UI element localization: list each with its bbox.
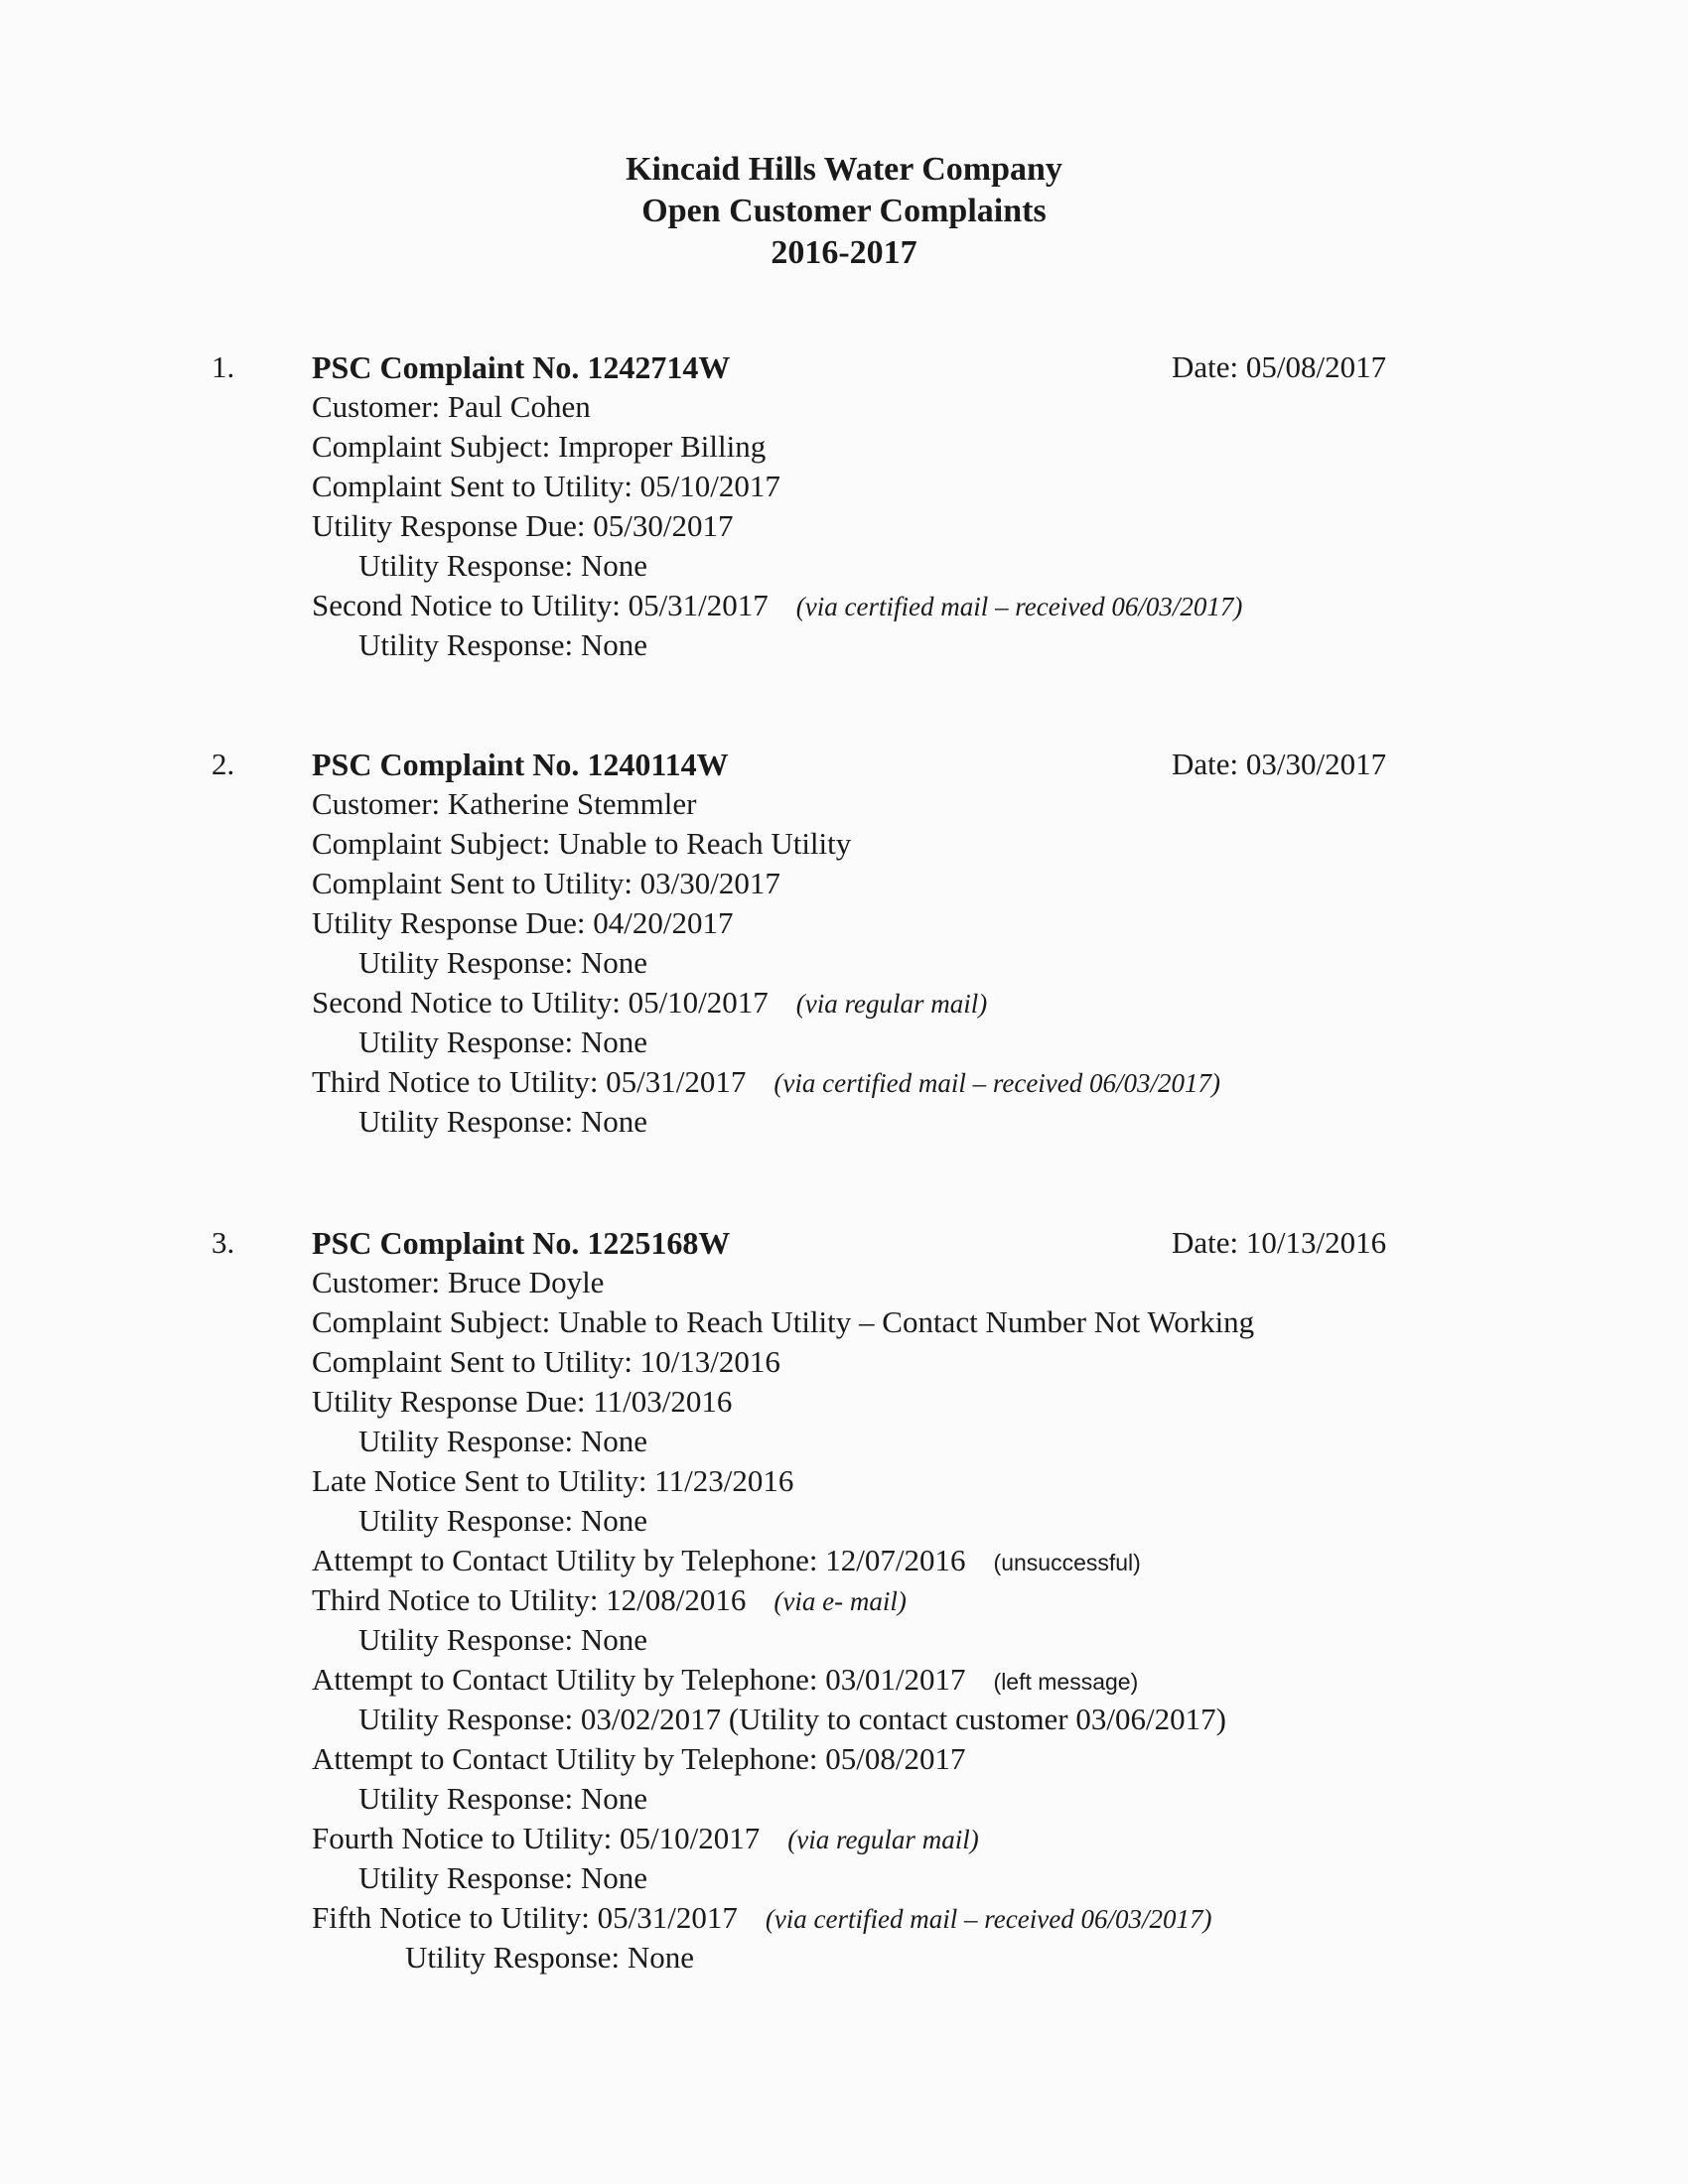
detail-line bbox=[312, 387, 1242, 427]
detail-line bbox=[312, 586, 1242, 625]
complaint-number: 2. bbox=[211, 747, 235, 781]
complaint-title: PSC Complaint No. 1225168W bbox=[312, 1225, 731, 1261]
complaint-date: Date: 10/13/2016 bbox=[1172, 1225, 1387, 1260]
detail-line bbox=[312, 1023, 1220, 1062]
complaint-details bbox=[312, 1263, 1254, 1978]
detail-text: Attempt to Contact Utility by Telephone: 03/01/2017 bbox=[312, 1662, 966, 1697]
detail-line bbox=[312, 1620, 1254, 1660]
detail-text: Attempt to Contact Utility by Telephone: 12/07/2016 bbox=[312, 1543, 966, 1577]
complaint-title: PSC Complaint No. 1240114W bbox=[312, 747, 729, 782]
detail-text: Utility Response: 03/02/2017 (Utility to contact customer 03/06/2017) bbox=[358, 1702, 1226, 1736]
complaint-date: Date: 05/08/2017 bbox=[1172, 349, 1387, 384]
complaint-details bbox=[312, 784, 1220, 1142]
detail-text: Utility Response: None bbox=[358, 1024, 648, 1059]
detail-line bbox=[312, 1938, 1254, 1978]
detail-line bbox=[312, 1102, 1220, 1142]
detail-text: Complaint Subject: Unable to Reach Utility bbox=[312, 826, 852, 861]
detail-line bbox=[312, 1342, 1254, 1382]
report-title: Open Customer Complaints bbox=[641, 193, 1047, 229]
detail-text: Second Notice to Utility: 05/10/2017 bbox=[312, 985, 769, 1020]
detail-text: Utility Response Due: 05/30/2017 bbox=[312, 508, 734, 543]
detail-text: Second Notice to Utility: 05/31/2017 bbox=[312, 588, 769, 622]
detail-line bbox=[312, 1580, 1254, 1620]
detail-text: Customer: Paul Cohen bbox=[312, 389, 591, 424]
detail-line bbox=[312, 625, 1242, 665]
document-header bbox=[0, 149, 1688, 274]
detail-line bbox=[312, 1779, 1254, 1819]
detail-text: Utility Response: None bbox=[358, 1860, 648, 1895]
detail-text: Utility Response: None bbox=[358, 548, 648, 583]
report-period: 2016-2017 bbox=[771, 234, 917, 271]
detail-note: (via certified mail – received 06/03/2017) bbox=[795, 592, 1243, 621]
detail-text: Fifth Notice to Utility: 05/31/2017 bbox=[312, 1900, 738, 1935]
detail-line bbox=[312, 903, 1220, 943]
detail-text: Utility Response Due: 04/20/2017 bbox=[312, 905, 734, 940]
detail-text: Utility Response: None bbox=[358, 1104, 648, 1139]
detail-text: Utility Response: None bbox=[358, 1622, 648, 1657]
detail-text: Third Notice to Utility: 12/08/2016 bbox=[312, 1582, 747, 1617]
detail-note: (via certified mail – received 06/03/2017) bbox=[765, 1904, 1212, 1934]
detail-line bbox=[312, 943, 1220, 983]
detail-line bbox=[312, 1541, 1254, 1580]
detail-text: Utility Response: None bbox=[358, 1503, 648, 1538]
detail-text: Utility Response: None bbox=[358, 1424, 648, 1458]
detail-note: (unsuccessful) bbox=[993, 1550, 1141, 1575]
detail-line bbox=[312, 784, 1220, 824]
detail-text: Complaint Subject: Unable to Reach Utility – Contact Number Not Working bbox=[312, 1304, 1255, 1339]
complaint-details bbox=[312, 387, 1242, 665]
detail-text: Customer: Bruce Doyle bbox=[312, 1265, 605, 1299]
detail-text: Customer: Katherine Stemmler bbox=[312, 786, 697, 821]
detail-line bbox=[312, 506, 1242, 546]
detail-text: Complaint Sent to Utility: 05/10/2017 bbox=[312, 469, 780, 503]
detail-line bbox=[312, 1501, 1254, 1541]
detail-line bbox=[312, 546, 1242, 586]
detail-line bbox=[312, 1819, 1254, 1858]
detail-text: Late Notice Sent to Utility: 11/23/2016 bbox=[312, 1463, 794, 1498]
detail-line bbox=[312, 1739, 1254, 1779]
detail-note: (via regular mail) bbox=[795, 989, 988, 1019]
detail-line bbox=[312, 824, 1220, 864]
detail-text: Third Notice to Utility: 05/31/2017 bbox=[312, 1064, 747, 1099]
detail-text: Attempt to Contact Utility by Telephone: 05/08/2017 bbox=[312, 1741, 966, 1776]
detail-text: Utility Response Due: 11/03/2016 bbox=[312, 1384, 733, 1419]
complaint-date: Date: 03/30/2017 bbox=[1172, 747, 1387, 781]
detail-line bbox=[312, 1422, 1254, 1461]
detail-line bbox=[312, 1660, 1254, 1700]
detail-note: (via regular mail) bbox=[787, 1825, 979, 1854]
detail-text: Fourth Notice to Utility: 05/10/2017 bbox=[312, 1821, 761, 1855]
detail-note: (via e- mail) bbox=[774, 1586, 907, 1616]
detail-text: Complaint Sent to Utility: 10/13/2016 bbox=[312, 1344, 780, 1379]
detail-line bbox=[312, 1858, 1254, 1898]
detail-text: Complaint Subject: Improper Billing bbox=[312, 429, 767, 464]
detail-line bbox=[312, 427, 1242, 467]
detail-text: Utility Response: None bbox=[405, 1940, 695, 1975]
detail-line bbox=[312, 1461, 1254, 1501]
detail-text: Utility Response: None bbox=[358, 945, 648, 980]
detail-line bbox=[312, 1302, 1254, 1342]
detail-line bbox=[312, 1382, 1254, 1422]
detail-line bbox=[312, 467, 1242, 506]
detail-line bbox=[312, 1700, 1254, 1739]
complaint-number: 1. bbox=[211, 349, 235, 384]
detail-line bbox=[312, 983, 1220, 1023]
detail-text: Utility Response: None bbox=[358, 627, 648, 662]
detail-note: (left message) bbox=[993, 1669, 1139, 1695]
company-name: Kincaid Hills Water Company bbox=[626, 151, 1062, 188]
detail-text: Complaint Sent to Utility: 03/30/2017 bbox=[312, 866, 780, 900]
detail-line bbox=[312, 1062, 1220, 1102]
detail-line bbox=[312, 1263, 1254, 1302]
complaint-number: 3. bbox=[211, 1225, 235, 1260]
detail-line bbox=[312, 864, 1220, 903]
detail-note: (via certified mail – received 06/03/2017) bbox=[774, 1068, 1221, 1098]
detail-text: Utility Response: None bbox=[358, 1781, 648, 1816]
complaint-title: PSC Complaint No. 1242714W bbox=[312, 349, 731, 385]
detail-line bbox=[312, 1898, 1254, 1938]
